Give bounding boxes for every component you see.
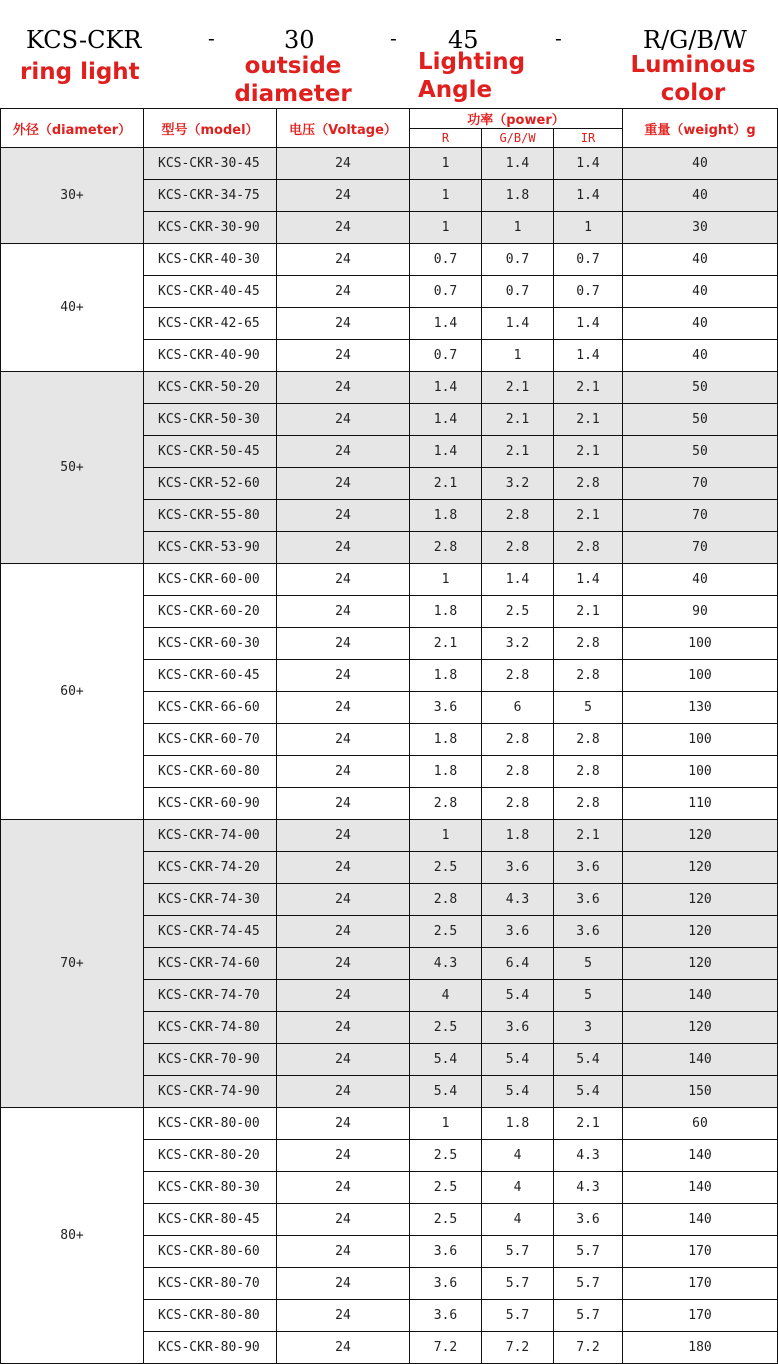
weight-cell: 140 [623,1140,778,1172]
power-r-cell: 2.8 [410,788,482,820]
power-r-cell: 2.5 [410,1172,482,1204]
model-cell: KCS-CKR-74-70 [144,980,277,1012]
model-cell: KCS-CKR-60-30 [144,628,277,660]
power-ir-cell: 2.8 [554,532,623,564]
table-header [1,109,778,148]
model-cell: KCS-CKR-80-00 [144,1108,277,1140]
power-gbw-cell: 0.7 [482,276,554,308]
voltage-cell: 24 [277,756,410,788]
power-gbw-cell: 2.5 [482,596,554,628]
weight-cell: 170 [623,1268,778,1300]
power-ir-cell: 5.7 [554,1236,623,1268]
voltage-cell: 24 [277,628,410,660]
power-ir-cell: 0.7 [554,244,623,276]
model-cell: KCS-CKR-74-60 [144,948,277,980]
model-cell: KCS-CKR-40-30 [144,244,277,276]
power-r-cell: 2.5 [410,1012,482,1044]
table-row [1,148,778,180]
model-cell: KCS-CKR-74-20 [144,852,277,884]
power-r-cell: 3.6 [410,1236,482,1268]
diameter-cell: 50+ [1,372,144,564]
power-r-cell: 2.8 [410,884,482,916]
voltage-cell: 24 [277,1236,410,1268]
power-ir-cell: 3.6 [554,1204,623,1236]
power-r-cell: 1.8 [410,724,482,756]
power-r-cell: 3.6 [410,1268,482,1300]
weight-cell: 40 [623,244,778,276]
power-gbw-cell: 2.8 [482,660,554,692]
diameter-group [1,820,778,1108]
legend-dash-1: - [208,26,215,50]
col-header-model: 型号（model） [144,109,277,148]
voltage-cell: 24 [277,244,410,276]
power-gbw-cell: 0.7 [482,244,554,276]
model-cell: KCS-CKR-74-00 [144,820,277,852]
voltage-cell: 24 [277,1012,410,1044]
power-r-cell: 1 [410,148,482,180]
power-r-cell: 1 [410,180,482,212]
power-r-cell: 1.8 [410,596,482,628]
power-r-cell: 2.5 [410,1140,482,1172]
power-ir-cell: 3 [554,1012,623,1044]
weight-cell: 140 [623,1204,778,1236]
voltage-cell: 24 [277,1172,410,1204]
model-cell: KCS-CKR-80-80 [144,1300,277,1332]
voltage-cell: 24 [277,564,410,596]
col-header-voltage: 电压（Voltage） [277,109,410,148]
power-gbw-cell: 5.4 [482,980,554,1012]
diameter-cell: 80+ [1,1108,144,1364]
power-gbw-cell: 2.8 [482,500,554,532]
power-r-cell: 1 [410,1108,482,1140]
weight-cell: 60 [623,1108,778,1140]
model-cell: KCS-CKR-80-20 [144,1140,277,1172]
voltage-cell: 24 [277,948,410,980]
power-gbw-cell: 1.4 [482,564,554,596]
legend-caption-angle: Lighting Angle [418,49,526,103]
model-cell: KCS-CKR-34-75 [144,180,277,212]
model-cell: KCS-CKR-40-45 [144,276,277,308]
voltage-cell: 24 [277,788,410,820]
table-row [1,820,778,852]
weight-cell: 40 [623,276,778,308]
voltage-cell: 24 [277,180,410,212]
power-gbw-cell: 1.8 [482,820,554,852]
power-ir-cell: 1 [554,212,623,244]
diameter-cell: 60+ [1,564,144,820]
model-cell: KCS-CKR-70-90 [144,1044,277,1076]
legend-code-color: R/G/B/W [643,26,747,54]
spec-table [0,108,778,1364]
voltage-cell: 24 [277,148,410,180]
power-r-cell: 1.4 [410,372,482,404]
voltage-cell: 24 [277,500,410,532]
power-ir-cell: 2.8 [554,468,623,500]
voltage-cell: 24 [277,724,410,756]
power-r-cell: 3.6 [410,692,482,724]
power-ir-cell: 5.7 [554,1300,623,1332]
weight-cell: 70 [623,532,778,564]
power-gbw-cell: 2.8 [482,756,554,788]
power-ir-cell: 2.8 [554,724,623,756]
legend-code-diameter: 30 [284,26,315,54]
power-gbw-cell: 1 [482,340,554,372]
table-row [1,244,778,276]
power-ir-cell: 3.6 [554,852,623,884]
diameter-cell: 40+ [1,244,144,372]
power-gbw-cell: 3.6 [482,852,554,884]
power-gbw-cell: 2.1 [482,436,554,468]
power-r-cell: 1.4 [410,436,482,468]
model-cell: KCS-CKR-52-60 [144,468,277,500]
weight-cell: 120 [623,948,778,980]
diameter-cell: 30+ [1,148,144,244]
weight-cell: 70 [623,468,778,500]
col-header-power-ir: IR [554,129,623,148]
model-cell: KCS-CKR-80-90 [144,1332,277,1364]
weight-cell: 120 [623,852,778,884]
voltage-cell: 24 [277,1076,410,1108]
power-r-cell: 1.8 [410,756,482,788]
voltage-cell: 24 [277,468,410,500]
power-ir-cell: 2.8 [554,788,623,820]
model-cell: KCS-CKR-60-00 [144,564,277,596]
diameter-group [1,1108,778,1364]
power-gbw-cell: 6.4 [482,948,554,980]
weight-cell: 40 [623,308,778,340]
voltage-cell: 24 [277,436,410,468]
model-cell: KCS-CKR-50-30 [144,404,277,436]
legend-code-prefix: KCS-CKR [26,26,142,54]
weight-cell: 40 [623,564,778,596]
voltage-cell: 24 [277,372,410,404]
voltage-cell: 24 [277,212,410,244]
voltage-cell: 24 [277,404,410,436]
power-gbw-cell: 4 [482,1140,554,1172]
legend-caption-diameter: outside diameter [234,53,352,107]
model-cell: KCS-CKR-74-45 [144,916,277,948]
model-cell: KCS-CKR-50-45 [144,436,277,468]
power-ir-cell: 2.1 [554,500,623,532]
power-gbw-cell: 4 [482,1204,554,1236]
power-ir-cell: 1.4 [554,180,623,212]
power-ir-cell: 5 [554,692,623,724]
power-r-cell: 1.8 [410,500,482,532]
weight-cell: 140 [623,1172,778,1204]
power-gbw-cell: 2.8 [482,532,554,564]
power-ir-cell: 2.8 [554,756,623,788]
power-gbw-cell: 1.4 [482,308,554,340]
voltage-cell: 24 [277,532,410,564]
weight-cell: 100 [623,756,778,788]
weight-cell: 40 [623,340,778,372]
model-cell: KCS-CKR-80-45 [144,1204,277,1236]
model-cell: KCS-CKR-30-45 [144,148,277,180]
power-gbw-cell: 3.2 [482,468,554,500]
weight-cell: 50 [623,404,778,436]
weight-cell: 50 [623,372,778,404]
power-gbw-cell: 4 [482,1172,554,1204]
power-r-cell: 0.7 [410,244,482,276]
power-gbw-cell: 7.2 [482,1332,554,1364]
weight-cell: 90 [623,596,778,628]
voltage-cell: 24 [277,1268,410,1300]
weight-cell: 40 [623,180,778,212]
power-r-cell: 5.4 [410,1076,482,1108]
weight-cell: 180 [623,1332,778,1364]
power-ir-cell: 5.4 [554,1076,623,1108]
voltage-cell: 24 [277,1332,410,1364]
weight-cell: 70 [623,500,778,532]
model-cell: KCS-CKR-74-90 [144,1076,277,1108]
voltage-cell: 24 [277,1044,410,1076]
power-gbw-cell: 2.8 [482,788,554,820]
weight-cell: 30 [623,212,778,244]
legend-dash-2: - [390,26,397,50]
weight-cell: 110 [623,788,778,820]
power-gbw-cell: 2.1 [482,404,554,436]
power-r-cell: 0.7 [410,276,482,308]
voltage-cell: 24 [277,276,410,308]
power-r-cell: 2.8 [410,532,482,564]
power-ir-cell: 5 [554,948,623,980]
table-row [1,1108,778,1140]
power-r-cell: 0.7 [410,340,482,372]
power-gbw-cell: 5.4 [482,1044,554,1076]
model-cell: KCS-CKR-55-80 [144,500,277,532]
weight-cell: 120 [623,916,778,948]
diameter-group [1,372,778,564]
power-r-cell: 2.5 [410,852,482,884]
power-ir-cell: 2.8 [554,660,623,692]
power-r-cell: 1.8 [410,660,482,692]
naming-legend [0,0,778,108]
diameter-cell: 70+ [1,820,144,1108]
power-ir-cell: 2.1 [554,436,623,468]
power-r-cell: 1 [410,820,482,852]
power-ir-cell: 1.4 [554,308,623,340]
power-gbw-cell: 1.8 [482,1108,554,1140]
power-ir-cell: 4.3 [554,1140,623,1172]
power-r-cell: 1.4 [410,308,482,340]
col-header-diameter: 外径（diameter） [1,109,144,148]
diameter-group [1,564,778,820]
legend-code-angle: 45 [448,26,479,54]
voltage-cell: 24 [277,596,410,628]
weight-cell: 100 [623,660,778,692]
model-cell: KCS-CKR-80-30 [144,1172,277,1204]
model-cell: KCS-CKR-80-70 [144,1268,277,1300]
power-gbw-cell: 5.7 [482,1300,554,1332]
voltage-cell: 24 [277,980,410,1012]
voltage-cell: 24 [277,1204,410,1236]
voltage-cell: 24 [277,884,410,916]
col-header-power: 功率（power） [410,109,623,129]
power-gbw-cell: 4.3 [482,884,554,916]
table-row [1,372,778,404]
power-gbw-cell: 6 [482,692,554,724]
model-cell: KCS-CKR-40-90 [144,340,277,372]
weight-cell: 150 [623,1076,778,1108]
voltage-cell: 24 [277,852,410,884]
power-ir-cell: 4.3 [554,1172,623,1204]
power-gbw-cell: 1.8 [482,180,554,212]
power-ir-cell: 0.7 [554,276,623,308]
power-r-cell: 2.5 [410,1204,482,1236]
power-r-cell: 2.5 [410,916,482,948]
model-cell: KCS-CKR-74-30 [144,884,277,916]
legend-caption-color: Luminous color [630,52,756,106]
col-header-power-r: R [410,129,482,148]
voltage-cell: 24 [277,820,410,852]
legend-dash-3: - [555,26,562,50]
power-ir-cell: 1.4 [554,340,623,372]
voltage-cell: 24 [277,916,410,948]
power-ir-cell: 5.4 [554,1044,623,1076]
power-ir-cell: 2.8 [554,628,623,660]
voltage-cell: 24 [277,660,410,692]
power-ir-cell: 2.1 [554,404,623,436]
power-ir-cell: 2.1 [554,1108,623,1140]
model-cell: KCS-CKR-60-80 [144,756,277,788]
model-cell: KCS-CKR-42-65 [144,308,277,340]
power-gbw-cell: 5.7 [482,1268,554,1300]
model-cell: KCS-CKR-60-90 [144,788,277,820]
power-r-cell: 1.4 [410,404,482,436]
model-cell: KCS-CKR-60-20 [144,596,277,628]
power-ir-cell: 2.1 [554,820,623,852]
weight-cell: 120 [623,1012,778,1044]
model-cell: KCS-CKR-60-70 [144,724,277,756]
model-cell: KCS-CKR-74-80 [144,1012,277,1044]
power-gbw-cell: 3.6 [482,1012,554,1044]
power-gbw-cell: 5.4 [482,1076,554,1108]
power-ir-cell: 5 [554,980,623,1012]
power-ir-cell: 2.1 [554,596,623,628]
weight-cell: 170 [623,1236,778,1268]
power-ir-cell: 5.7 [554,1268,623,1300]
model-cell: KCS-CKR-60-45 [144,660,277,692]
power-r-cell: 5.4 [410,1044,482,1076]
power-ir-cell: 1.4 [554,148,623,180]
weight-cell: 130 [623,692,778,724]
weight-cell: 40 [623,148,778,180]
power-r-cell: 2.1 [410,628,482,660]
power-gbw-cell: 5.7 [482,1236,554,1268]
model-cell: KCS-CKR-50-20 [144,372,277,404]
table-row [1,564,778,596]
power-ir-cell: 1.4 [554,564,623,596]
diameter-group [1,148,778,244]
power-r-cell: 4 [410,980,482,1012]
power-ir-cell: 3.6 [554,916,623,948]
power-gbw-cell: 2.8 [482,724,554,756]
power-r-cell: 1 [410,564,482,596]
power-gbw-cell: 3.2 [482,628,554,660]
power-r-cell: 2.1 [410,468,482,500]
weight-cell: 100 [623,628,778,660]
model-cell: KCS-CKR-66-60 [144,692,277,724]
power-gbw-cell: 1.4 [482,148,554,180]
voltage-cell: 24 [277,340,410,372]
voltage-cell: 24 [277,1108,410,1140]
power-r-cell: 7.2 [410,1332,482,1364]
power-gbw-cell: 1 [482,212,554,244]
power-gbw-cell: 2.1 [482,372,554,404]
voltage-cell: 24 [277,1140,410,1172]
voltage-cell: 24 [277,692,410,724]
power-r-cell: 1 [410,212,482,244]
voltage-cell: 24 [277,1300,410,1332]
power-gbw-cell: 3.6 [482,916,554,948]
weight-cell: 170 [623,1300,778,1332]
weight-cell: 140 [623,980,778,1012]
legend-caption-prefix: ring light [20,59,140,85]
weight-cell: 120 [623,884,778,916]
voltage-cell: 24 [277,308,410,340]
diameter-group [1,244,778,372]
weight-cell: 100 [623,724,778,756]
power-r-cell: 4.3 [410,948,482,980]
weight-cell: 120 [623,820,778,852]
power-ir-cell: 3.6 [554,884,623,916]
model-cell: KCS-CKR-80-60 [144,1236,277,1268]
weight-cell: 140 [623,1044,778,1076]
col-header-weight: 重量（weight）g [623,109,778,148]
power-r-cell: 3.6 [410,1300,482,1332]
model-cell: KCS-CKR-53-90 [144,532,277,564]
power-ir-cell: 7.2 [554,1332,623,1364]
weight-cell: 50 [623,436,778,468]
model-cell: KCS-CKR-30-90 [144,212,277,244]
col-header-power-gbw: G/B/W [482,129,554,148]
power-ir-cell: 2.1 [554,372,623,404]
